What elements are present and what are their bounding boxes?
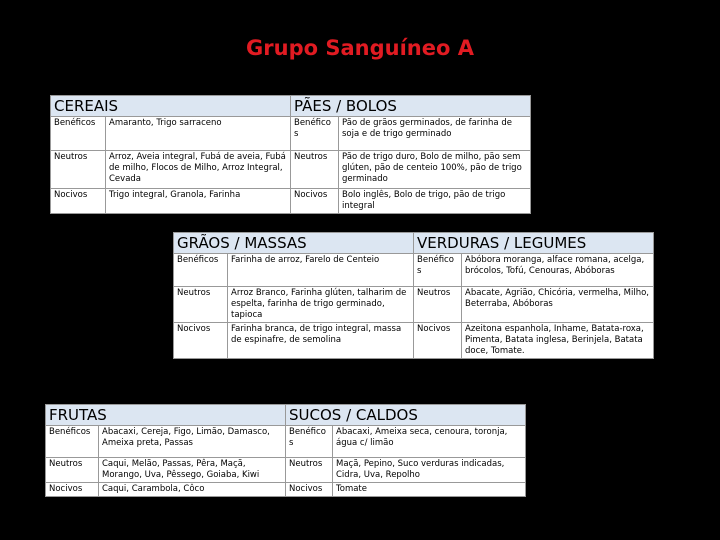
table-header-row — [46, 405, 526, 426]
row-label: Benéfico s — [286, 426, 333, 458]
row-label: Nocivos — [174, 323, 228, 359]
row-label: Benéficos — [46, 426, 99, 458]
table-row — [46, 426, 526, 458]
row-text: Maçã, Pepino, Suco verduras indicadas, Cidra, Uva, Repolho — [333, 458, 526, 483]
table-frutas-sucos — [45, 404, 526, 497]
section-title-frutas: FRUTAS — [46, 405, 286, 426]
section-title-graos: GRÃOS / MASSAS — [174, 233, 414, 254]
row-text: Pão de grãos germinados, de farinha de soja e de trigo germinado — [339, 117, 531, 151]
row-text: Amaranto, Trigo sarraceno — [106, 117, 291, 151]
table-header-row — [174, 233, 654, 254]
table-row — [46, 458, 526, 483]
row-label: Neutros — [414, 287, 462, 323]
table-cereais-paes — [50, 95, 531, 214]
row-text: Azeitona espanhola, Inhame, Batata-roxa, Pimenta, Batata inglesa, Berinjela, Batata doce, Tomate. — [462, 323, 654, 359]
table-row — [51, 151, 531, 189]
row-label: Benéficos — [174, 254, 228, 287]
row-text: Farinha branca, de trigo integral, massa de espinafre, de semolina — [228, 323, 414, 359]
row-text: Bolo inglês, Bolo de trigo, pão de trigo integral — [339, 189, 531, 214]
row-text: Arroz, Aveia integral, Fubá de aveia, Fubá de milho, Flocos de Milho, Arroz Integral, Cevada — [106, 151, 291, 189]
row-text: Abóbora moranga, alface romana, acelga, brócolos, Tofú, Cenouras, Abóboras — [462, 254, 654, 287]
row-text: Farinha de arroz, Farelo de Centeio — [228, 254, 414, 287]
row-text: Abacaxi, Ameixa seca, cenoura, toronja, água c/ limão — [333, 426, 526, 458]
table-row — [51, 189, 531, 214]
row-label: Nocivos — [414, 323, 462, 359]
table-row — [174, 287, 654, 323]
section-title-verduras: VERDURAS / LEGUMES — [414, 233, 654, 254]
row-label: Nocivos — [51, 189, 106, 214]
row-label: Nocivos — [286, 483, 333, 497]
row-label: Benéficos — [51, 117, 106, 151]
row-label: Benéfico s — [414, 254, 462, 287]
table-row — [174, 323, 654, 359]
table-header-row — [51, 96, 531, 117]
row-text: Pão de trigo duro, Bolo de milho, pão sem glúten, pão de centeio 100%, pão de trigo germinado — [339, 151, 531, 189]
row-label: Nocivos — [46, 483, 99, 497]
table-graos-verduras — [173, 232, 654, 359]
row-text: Abacaxi, Cereja, Figo, Limão, Damasco, Ameixa preta, Passas — [99, 426, 286, 458]
table-row — [51, 117, 531, 151]
row-text: Arroz Branco, Farinha glúten, talharim de espelta, farinha de trigo germinado, tapioca — [228, 287, 414, 323]
table-row — [46, 483, 526, 497]
page-title: Grupo Sanguíneo A — [246, 36, 474, 60]
section-title-paes: PÃES / BOLOS — [291, 96, 531, 117]
row-text: Caqui, Carambola, Côco — [99, 483, 286, 497]
row-text: Caqui, Melão, Passas, Pêra, Maçã, Morango, Uva, Pêssego, Goiaba, Kiwi — [99, 458, 286, 483]
row-label: Benéfico s — [291, 117, 339, 151]
row-text: Tomate — [333, 483, 526, 497]
section-title-sucos: SUCOS / CALDOS — [286, 405, 526, 426]
row-label: Neutros — [174, 287, 228, 323]
row-text: Trigo integral, Granola, Farinha — [106, 189, 291, 214]
row-label: Neutros — [291, 151, 339, 189]
row-label: Neutros — [46, 458, 99, 483]
row-label: Nocivos — [291, 189, 339, 214]
section-title-cereais: CEREAIS — [51, 96, 291, 117]
table-row — [174, 254, 654, 287]
row-label: Neutros — [51, 151, 106, 189]
row-text: Abacate, Agrião, Chicória, vermelha, Milho, Beterraba, Abóboras — [462, 287, 654, 323]
row-label: Neutros — [286, 458, 333, 483]
